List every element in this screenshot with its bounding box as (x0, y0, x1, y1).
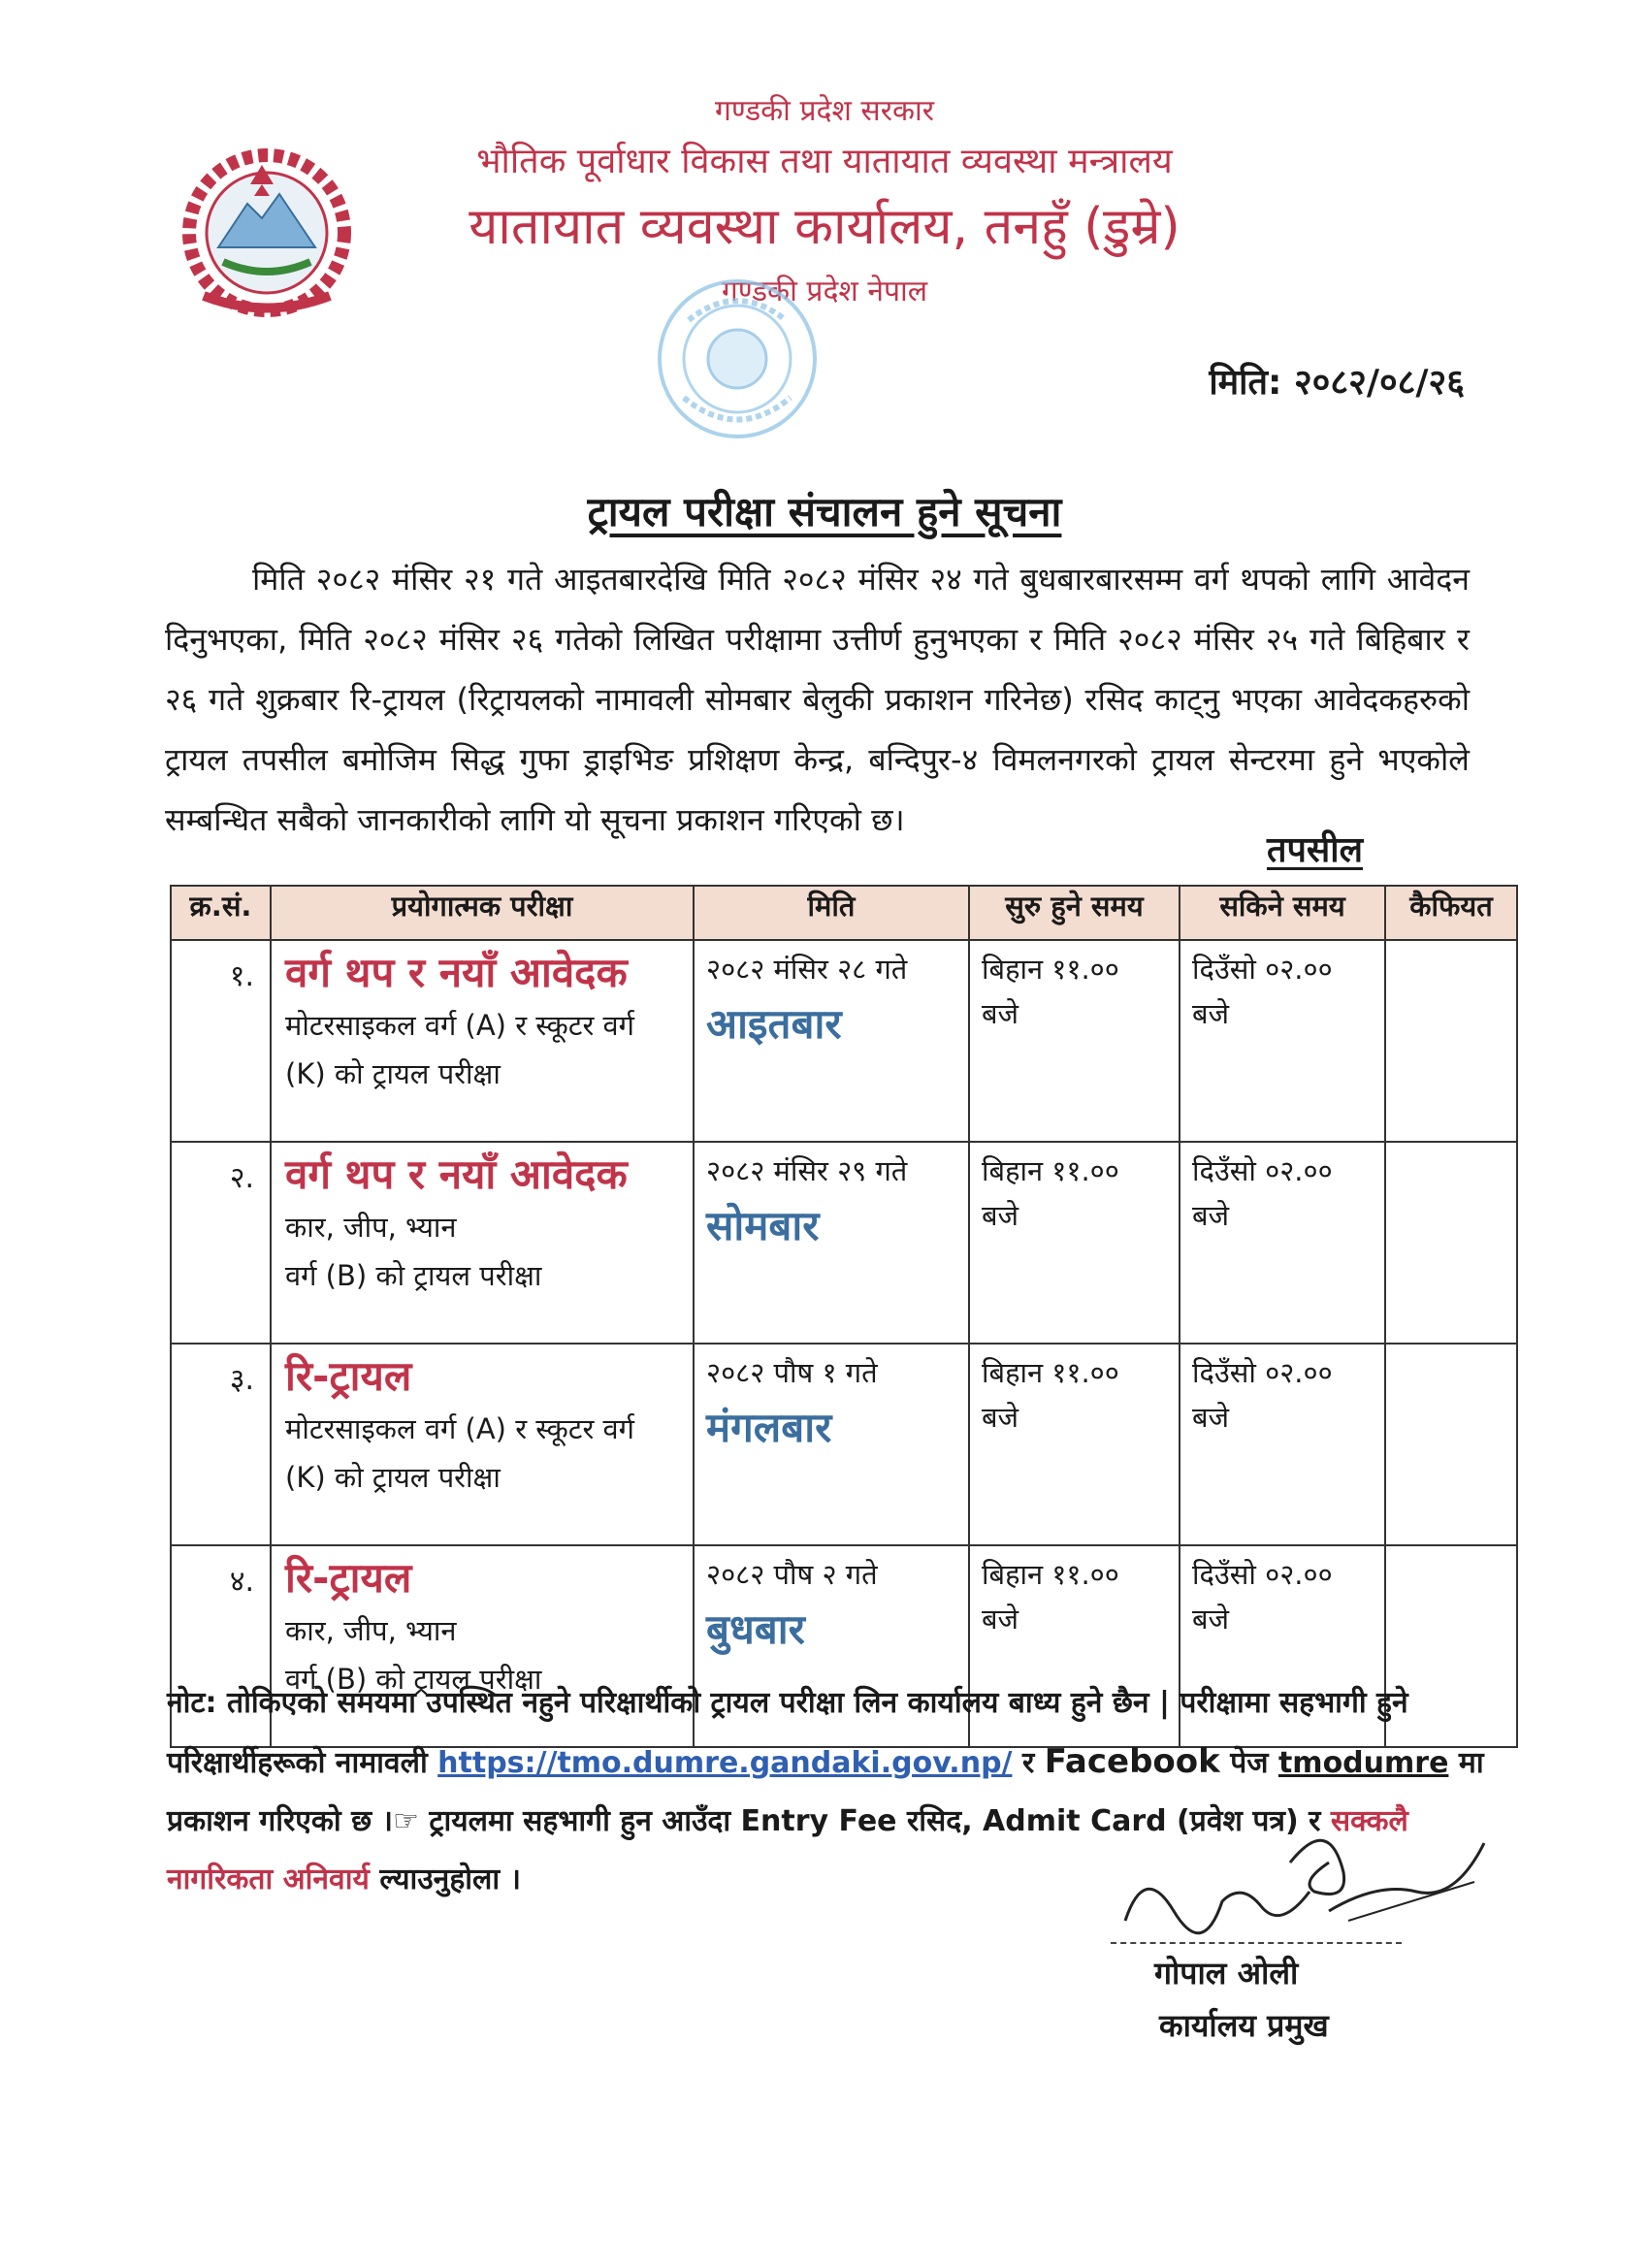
row-category: रि-ट्रायल (285, 1554, 412, 1602)
row-start-time: बिहान ११.०० (982, 1154, 1119, 1187)
row-date (694, 1344, 969, 1545)
row-desc-1: मोटरसाइकल वर्ग (A) र स्कूटर वर्ग (285, 1009, 634, 1042)
table-row (171, 1142, 1517, 1344)
row-test (271, 940, 694, 1142)
row-desc-2: (K) को ट्रायल परीक्षा (285, 1461, 501, 1494)
province-government-heading: गण्डकी प्रदेश सरकार (714, 94, 935, 128)
row-end-suffix: बजे (1192, 1401, 1230, 1434)
row-sn: २. (171, 1142, 271, 1344)
table-header-row (171, 886, 1517, 940)
col-header-test: प्रयोगात्मक परीक्षा (271, 886, 694, 940)
row-date-text: २०८२ पौष १ गते (706, 1356, 878, 1389)
row-date (694, 940, 969, 1142)
schedule-heading: तपसील (1266, 830, 1363, 870)
notice-date: मिति: २०८२/०८/२६ (1209, 363, 1465, 403)
row-end-time: दिउँसो ०२.०० (1192, 1558, 1333, 1591)
row-start-time: बिहान ११.०० (982, 1356, 1119, 1389)
row-end-suffix: बजे (1192, 997, 1230, 1030)
row-desc-2: वर्ग (B) को ट्रायल परीक्षा (285, 1663, 542, 1696)
row-end (1180, 940, 1385, 1142)
row-category: वर्ग थप र नयाँ आवेदक (285, 949, 628, 996)
row-category: वर्ग थप र नयाँ आवेदक (285, 1150, 628, 1198)
facebook-page-name: tmodumre (1277, 1746, 1449, 1780)
row-desc-2: (K) को ट्रायल परीक्षा (285, 1057, 501, 1090)
row-start-suffix: बजे (982, 1401, 1019, 1434)
row-start-suffix: बजे (982, 997, 1019, 1030)
row-end (1180, 1142, 1385, 1344)
row-start-suffix: बजे (982, 1603, 1019, 1636)
col-header-remarks: कैफियत (1385, 886, 1517, 940)
row-start (969, 1142, 1180, 1344)
table-row (171, 940, 1517, 1142)
col-header-end: सकिने समय (1180, 886, 1385, 940)
row-end-time: दिउँसो ०२.०० (1192, 1356, 1333, 1389)
row-end-suffix: बजे (1192, 1603, 1230, 1636)
trial-schedule-table (170, 885, 1518, 1748)
office-stamp-icon (630, 262, 844, 456)
row-remarks (1385, 1142, 1517, 1344)
handwritten-signature-icon (1106, 1824, 1494, 1940)
row-remarks (1385, 940, 1517, 1142)
row-desc-1: कार, जीप, भ्यान (285, 1211, 457, 1244)
row-date-text: २०८२ पौष २ गते (706, 1558, 878, 1591)
table-row (171, 1344, 1517, 1545)
row-day: सोमबार (706, 1202, 820, 1249)
signature-line (1111, 1942, 1402, 1944)
row-remarks (1385, 1344, 1517, 1545)
row-end (1180, 1344, 1385, 1545)
row-start (969, 940, 1180, 1142)
row-sn: १. (171, 940, 271, 1142)
row-day: बुधबार (706, 1605, 805, 1653)
row-desc-2: वर्ग (B) को ट्रायल परीक्षा (285, 1259, 542, 1292)
row-day: आइतबार (706, 1000, 842, 1048)
note-text-c: पेज (1230, 1746, 1269, 1780)
row-category: रि-ट्रायल (285, 1352, 412, 1400)
col-header-start: सुरु हुने समय (969, 886, 1180, 940)
facebook-label: Facebook (1044, 1742, 1220, 1781)
row-test (271, 1142, 694, 1344)
row-date (694, 1142, 969, 1344)
note-text-d: मा प्रकाशन गरिएको छ ।☞ ट्रायलमा सहभागी हुन आउँदा Entry Fee रसिद, Admit Card (प्रवेश पत्र) र (167, 1746, 1484, 1838)
notice-body: मिति २०८२ मंसिर २१ गते आइतबारदेखि मिति २०८२ मंसिर २४ गते बुधबारबारसम्म वर्ग थपको लागि आवेदन दिनुभएका, मिति २०८२ मंसिर २६ गतेको लिखित परीक्षामा उत्तीर्ण हुनुभएका र मिति २०८२ मंसिर २५ गते बिहिबार र २६ गते शुक्रबार रि-ट्रायल (रिट्रायलको नामावली सोमबार बेलुकी प्रकाशन गरिनेछ) रसिद काट्नु भएका आवेदकहरुको ट्रायल तपसील बमोजिम सिद्ध गुफा ड्राइभिङ प्रशिक्षण केन्द्र, बन्दिपुर-४ विमलनगरको ट्रायल सेन्टरमा हुने भएकोले सम्बन्धित सबैको जानकारीको लागि यो सूचना प्रकाशन गरिएको छ। (165, 561, 1470, 838)
row-start (969, 1344, 1180, 1545)
signatory-title: कार्यालय प्रमुख (1159, 2007, 1329, 2044)
notice-title: ट्रायल परीक्षा संचालन हुने सूचना (587, 488, 1062, 535)
note-text-b: र (1021, 1746, 1035, 1780)
ministry-heading: भौतिक पूर्वाधार विकास तथा यातायात व्यवस्था मन्त्रालय (476, 142, 1173, 181)
row-start-time: बिहान ११.०० (982, 953, 1119, 986)
note-text-e: ल्याउनुहोला । (379, 1863, 521, 1896)
row-test (271, 1344, 694, 1545)
office-name-heading: यातायात व्यवस्था कार्यालय, तनहुँ (डुम्रे) (469, 198, 1180, 256)
row-end-suffix: बजे (1192, 1199, 1230, 1232)
row-sn: ३. (171, 1344, 271, 1545)
signatory-name: गोपाल ओली (1154, 1955, 1299, 1992)
row-start-time: बिहान ११.०० (982, 1558, 1119, 1591)
row-start-suffix: बजे (982, 1199, 1019, 1232)
col-header-date: मिति (694, 886, 969, 940)
note-text-a: नोट: तोकिएको समयमा उपस्थित नहुने परिक्षार्थीको ट्रायल परीक्षा लिन कार्यालय बाध्य हुने छैन | परीक्षामा सहभागी हुने परिक्षार्थीहरूको नामावली (167, 1686, 1408, 1780)
col-header-sn: क्र.सं. (171, 886, 271, 940)
citizenship-requirement: सक्कलै नागरिकता अनिवार्य (167, 1804, 1408, 1896)
row-end-time: दिउँसो ०२.०० (1192, 1154, 1333, 1187)
row-sn: ४. (171, 1545, 271, 1747)
province-nepal-heading: गण्डकी प्रदेश नेपाल (721, 275, 928, 308)
row-date-text: २०८२ मंसिर २८ गते (706, 953, 908, 986)
row-day: मंगलबार (706, 1404, 832, 1451)
row-desc-1: कार, जीप, भ्यान (285, 1614, 457, 1647)
row-desc-1: मोटरसाइकल वर्ग (A) र स्कूटर वर्ग (285, 1412, 634, 1445)
row-date-text: २०८२ मंसिर २९ गते (706, 1154, 908, 1187)
website-link[interactable]: https://tmo.dumre.gandaki.gov.np/ (437, 1746, 1013, 1780)
row-end-time: दिउँसो ०२.०० (1192, 953, 1333, 986)
